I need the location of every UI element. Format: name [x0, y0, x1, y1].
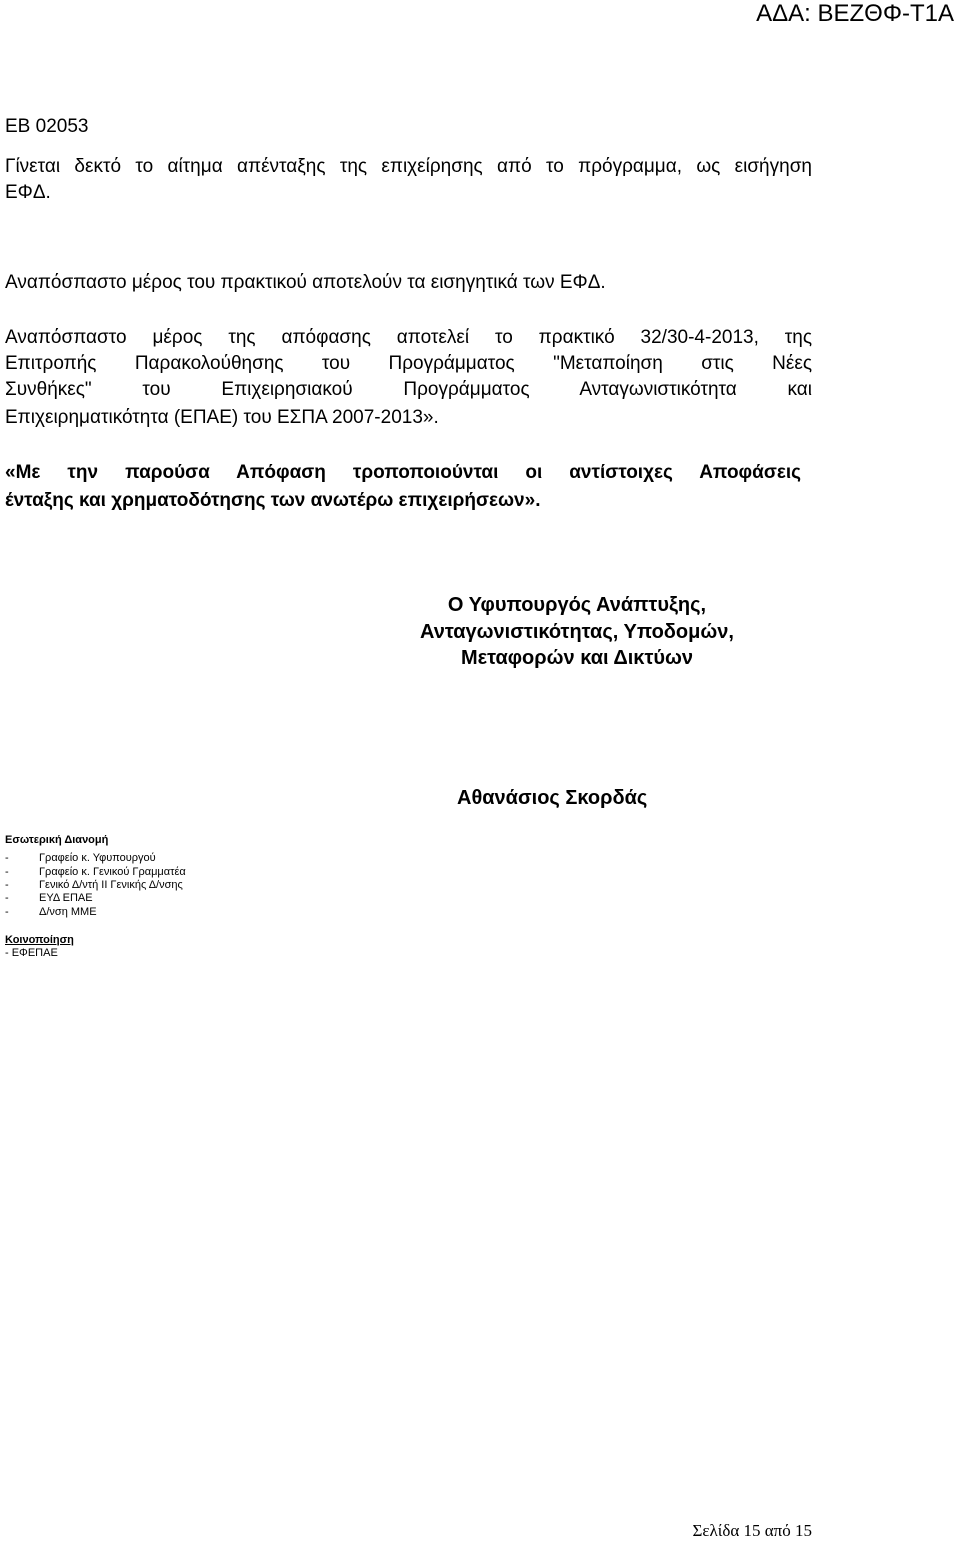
signatory-name: Αθανάσιος Σκορδάς [457, 787, 648, 809]
decision-text-line: Γίνεται δεκτό το αίτημα απένταξης της επιχείρησης από το πρόγραμμα, ως εισήγηση [5, 156, 812, 177]
amendment-line: «Με την παρούσα Απόφαση τροποποιούνται οι αντίστοιχες Αποφάσεις [5, 462, 801, 483]
integral-part-line: Επιτροπής Παρακολούθησης του Προγράμματος "Μεταποίηση στις Νέες [5, 353, 812, 374]
decision-text-line: ΕΦΔ. [5, 182, 51, 203]
list-dash: - [5, 852, 9, 864]
signatory-title-line: Μεταφορών και Δικτύων [460, 647, 694, 669]
integral-part-line: Συνθήκες" του Επιχειρησιακού Προγράμματος Ανταγωνιστικότητα και [5, 379, 812, 400]
integral-part-line: Επιχειρηματικότητα (ΕΠΑΕ) του ΕΣΠΑ 2007-2013». [5, 407, 439, 428]
signatory-title-line: Ανταγωνιστικότητας, Υποδομών, [420, 621, 734, 643]
ada-identifier: ΑΔΑ: ΒΕΖΘΦ-Τ1Α [756, 0, 954, 27]
distribution-item-label: Γενικό Δ/ντή ΙΙ Γενικής Δ/νσης [39, 879, 183, 891]
internal-distribution-heading: Εσωτερική Διανομή [5, 834, 109, 846]
distribution-item-label: ΕΥΔ ΕΠΑΕ [39, 892, 93, 904]
integral-part-line: Αναπόσπαστο μέρος της απόφασης αποτελεί το πρακτικό 32/30-4-2013, της [5, 327, 812, 348]
business-code: ΕΒ 02053 [5, 116, 89, 137]
distribution-item [5, 892, 93, 905]
distribution-item-label: Γραφείο κ. Γενικού Γραμματέα [39, 866, 186, 878]
list-dash: - [5, 866, 9, 878]
list-dash: - [5, 906, 9, 918]
signatory-title-line: Ο Υφυπουργός Ανάπτυξης, [447, 594, 707, 616]
distribution-item [5, 906, 97, 919]
notification-item: - ΕΦΕΠΑΕ [5, 947, 58, 959]
page-number: Σελίδα 15 από 15 [692, 1521, 812, 1540]
notification-heading: Κοινοποίηση [5, 934, 74, 946]
distribution-item-label: Δ/νση ΜΜΕ [39, 906, 97, 918]
list-dash: - [5, 879, 9, 891]
distribution-item [5, 852, 156, 865]
distribution-item-label: Γραφείο κ. Υφυπουργού [39, 852, 156, 864]
distribution-item [5, 879, 183, 892]
integral-part-text: Αναπόσπαστο μέρος του πρακτικού αποτελούν τα εισηγητικά των ΕΦΔ. [5, 272, 606, 293]
amendment-line: ένταξης και χρηματοδότησης των ανωτέρω επιχειρήσεων». [5, 490, 541, 511]
list-dash: - [5, 892, 9, 904]
distribution-item [5, 866, 186, 879]
